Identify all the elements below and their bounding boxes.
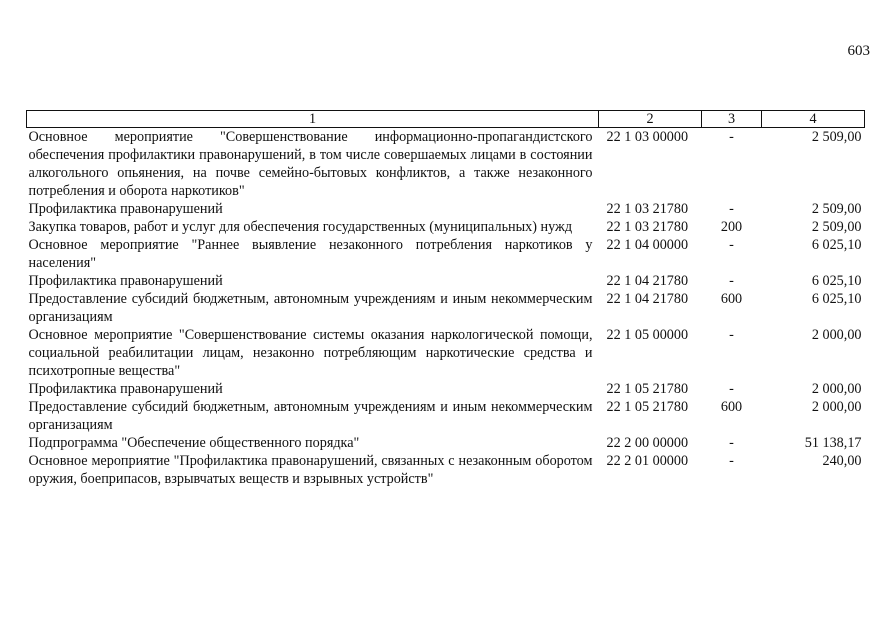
row-name: Предоставление субсидий бюджетным, автономным учреждениям и иным некоммерческим организациям	[28, 291, 593, 325]
row-expense-type: 600	[720, 291, 743, 307]
table-row	[27, 290, 865, 326]
row-amount: 51 138,17	[804, 435, 862, 451]
row-expense-type: 600	[720, 399, 743, 415]
page-number: 603	[847, 43, 870, 59]
row-code: 22 2 00 00000	[606, 435, 689, 451]
row-amount: 2 000,00	[811, 327, 862, 343]
row-name: Предоставление субсидий бюджетным, автономным учреждениям и иным некоммерческим организациям	[28, 399, 593, 433]
table-row	[27, 434, 865, 452]
row-code: 22 1 04 21780	[606, 291, 689, 307]
row-code: 22 1 05 21780	[606, 381, 689, 397]
header-col-2: 2	[599, 111, 702, 128]
row-code: 22 1 05 00000	[606, 327, 689, 343]
row-amount: 240,00	[822, 453, 862, 469]
row-name: Профилактика правонарушений	[28, 201, 223, 217]
row-name: Основное мероприятие "Раннее выявление незаконного потребления наркотиков у населения"	[28, 237, 593, 271]
table-row	[27, 452, 865, 488]
row-name: Профилактика правонарушений	[28, 381, 223, 397]
row-amount: 2 000,00	[811, 381, 862, 397]
row-amount: 6 025,10	[811, 237, 862, 253]
table-row	[27, 200, 865, 218]
row-amount: 2 509,00	[811, 219, 862, 235]
row-name: Основное мероприятие "Совершенствование системы оказания наркологической помощи, социальной реабилитации лицам, незаконно потребляющим наркотические средства и психотропные вещества"	[28, 327, 593, 379]
row-expense-type: -	[729, 327, 734, 343]
row-amount: 2 000,00	[811, 399, 862, 415]
row-name: Основное мероприятие "Совершенствование информационно-пропагандистского обеспечения профилактики правонарушений, в том числе совершаемых лицами в состоянии алкогольного опьянения, на почве семейно-бытовых конфликтов, а также незаконного потребления и оборота наркотиков"	[28, 129, 593, 199]
row-expense-type: -	[729, 201, 734, 217]
row-expense-type: -	[729, 435, 734, 451]
row-amount: 2 509,00	[811, 201, 862, 217]
row-name: Основное мероприятие "Профилактика правонарушений, связанных с незаконным оборотом оружия, боеприпасов, взрывчатых веществ и взрывных устройств"	[28, 453, 593, 487]
table-row	[27, 326, 865, 380]
row-code: 22 1 05 21780	[606, 399, 689, 415]
row-expense-type: -	[729, 453, 734, 469]
table-row	[27, 218, 865, 236]
row-expense-type: -	[729, 237, 734, 253]
header-col-1: 1	[27, 111, 599, 128]
table-row	[27, 380, 865, 398]
table-row	[27, 236, 865, 272]
row-code: 22 1 03 21780	[606, 201, 689, 217]
row-code: 22 2 01 00000	[606, 453, 689, 469]
row-code: 22 1 03 21780	[606, 219, 689, 235]
row-code: 22 1 04 21780	[606, 273, 689, 289]
row-name: Профилактика правонарушений	[28, 273, 223, 289]
row-code: 22 1 03 00000	[606, 129, 689, 145]
row-amount: 6 025,10	[811, 291, 862, 307]
budget-table	[26, 110, 865, 488]
row-name: Подпрограмма "Обеспечение общественного порядка"	[28, 435, 360, 451]
row-amount: 6 025,10	[811, 273, 862, 289]
header-col-4: 4	[762, 111, 865, 128]
row-expense-type: 200	[720, 219, 743, 235]
row-amount: 2 509,00	[811, 129, 862, 145]
row-code: 22 1 04 00000	[606, 237, 689, 253]
row-expense-type: -	[729, 273, 734, 289]
row-expense-type: -	[729, 381, 734, 397]
row-expense-type: -	[729, 129, 734, 145]
table-row	[27, 128, 865, 201]
header-col-3: 3	[702, 111, 762, 128]
table-row	[27, 272, 865, 290]
row-name: Закупка товаров, работ и услуг для обеспечения государственных (муниципальных) нужд	[28, 219, 573, 235]
table-row	[27, 398, 865, 434]
table-header-row	[27, 111, 865, 128]
